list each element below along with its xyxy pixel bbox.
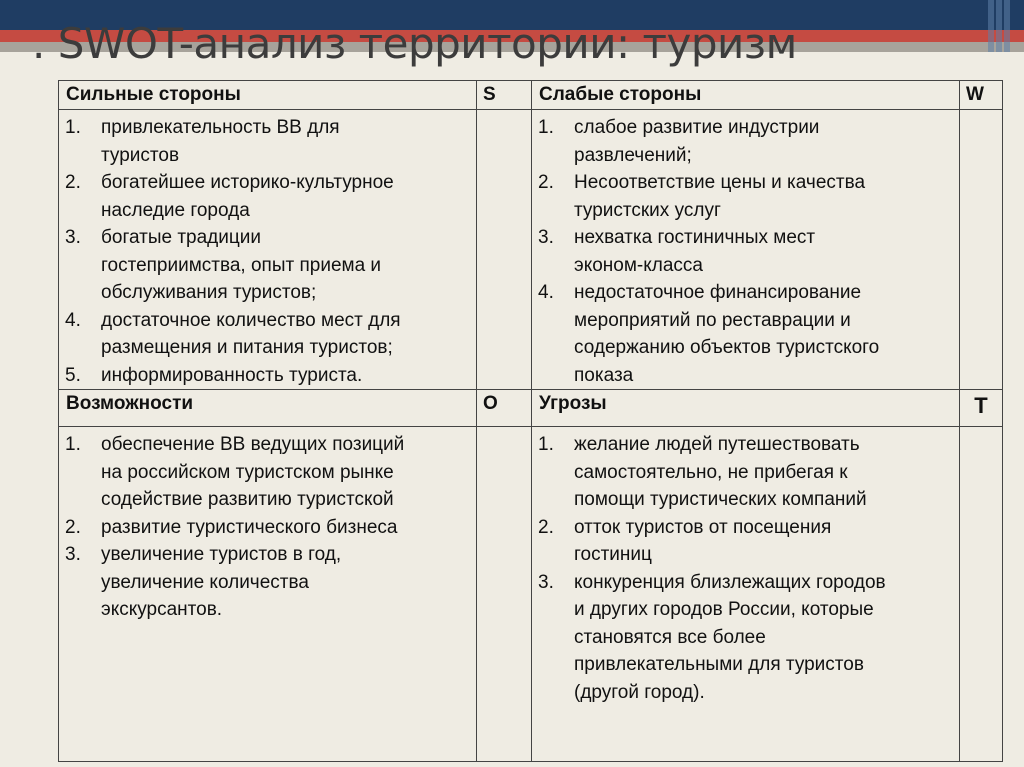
threats-letter: T xyxy=(960,390,1003,427)
item-number: 1. xyxy=(65,117,81,138)
item-text-line: увеличение количества xyxy=(101,571,309,593)
item-text-line: достаточное количество мест для xyxy=(101,309,401,331)
item-text-line: Несоответствие цены и качества xyxy=(574,172,866,193)
item-text xyxy=(574,431,953,514)
item-text-line: самостоятельно, не прибегая к xyxy=(574,461,848,483)
strengths-item xyxy=(65,169,470,224)
swot-header-row-top xyxy=(59,81,1003,110)
weaknesses-cell xyxy=(532,110,960,390)
item-text-line: помощи туристических компаний xyxy=(574,489,867,510)
item-text-line: экскурсантов. xyxy=(101,599,223,620)
item-text xyxy=(101,362,470,390)
weaknesses-list xyxy=(532,110,959,389)
strengths-letter-blank xyxy=(477,110,532,390)
weaknesses-letter: W xyxy=(960,81,1003,110)
swot-table xyxy=(58,80,1003,762)
item-text xyxy=(101,431,470,514)
item-text-line: размещения и питания туристов; xyxy=(101,337,393,358)
weaknesses-item xyxy=(538,169,953,224)
strengths-header: Сильные стороны xyxy=(59,81,477,110)
swot-body-row-bottom xyxy=(59,427,1003,762)
item-text-line: отток туристов от посещения xyxy=(574,516,832,538)
opportunities-item xyxy=(65,514,470,542)
item-text-line: содержанию объектов туристского xyxy=(574,337,880,358)
opportunities-item xyxy=(65,541,470,624)
item-text-line: туристских услуг xyxy=(574,199,721,221)
item-number: 4. xyxy=(65,309,81,331)
threats-item xyxy=(538,514,953,569)
item-text-line: желание людей путешествовать xyxy=(574,434,860,455)
item-text xyxy=(574,514,953,569)
decorative-stripes xyxy=(988,0,1010,52)
item-number: 3. xyxy=(538,571,554,593)
item-text-line: (другой город). xyxy=(574,681,705,703)
strengths-item xyxy=(65,224,470,307)
item-text-line: обеспечение ВВ ведущих позиций xyxy=(101,434,405,455)
strengths-item xyxy=(65,114,470,169)
item-text-line: увеличение туристов в год, xyxy=(101,544,342,565)
weaknesses-item xyxy=(538,114,953,169)
item-number: 1. xyxy=(65,434,81,455)
item-text-line: содействие развитию туристской xyxy=(101,489,394,510)
item-number: 2. xyxy=(65,172,81,193)
slide-title: . SWOT-анализ территории: туризм xyxy=(32,19,797,68)
item-number: 1. xyxy=(538,117,554,138)
item-text-line: привлекательность ВВ для xyxy=(101,117,340,138)
threats-list xyxy=(532,427,959,706)
item-text-line: на российском туристском рынке xyxy=(101,461,394,483)
item-number: 3. xyxy=(65,544,81,565)
item-text-line: гостеприимства, опыт приема и xyxy=(101,254,382,276)
opportunities-letter-blank xyxy=(477,427,532,762)
swot-body-row-top xyxy=(59,110,1003,390)
item-text-line: информированность туриста. xyxy=(101,364,363,386)
item-text xyxy=(574,114,953,169)
weaknesses-letter-blank xyxy=(960,110,1003,390)
item-text xyxy=(101,224,470,307)
item-number: 3. xyxy=(65,227,81,248)
item-text-line: слабое развитие индустрии xyxy=(574,117,820,138)
item-number: 1. xyxy=(538,434,554,455)
strengths-list xyxy=(59,110,476,389)
opportunities-list xyxy=(59,427,476,624)
item-text xyxy=(574,279,953,389)
item-text-line: конкуренция близлежащих городов xyxy=(574,571,886,593)
item-text-line: становятся все более xyxy=(574,626,766,648)
threats-item xyxy=(538,569,953,707)
item-text-line: и других городов России, которые xyxy=(574,599,874,620)
strengths-letter: S xyxy=(477,81,532,110)
item-text-line: показа xyxy=(574,364,634,386)
item-text-line: эконом-класса xyxy=(574,254,703,276)
item-number: 2. xyxy=(538,172,554,193)
item-text-line: развлечений; xyxy=(574,144,692,166)
item-number: 2. xyxy=(538,516,554,538)
weaknesses-header: Слабые стороны xyxy=(532,81,960,110)
threats-header: Угрозы xyxy=(532,390,960,427)
item-text-line: недостаточное финансирование xyxy=(574,282,862,303)
strengths-cell xyxy=(59,110,477,390)
item-text-line: наследие города xyxy=(101,199,250,221)
threats-cell xyxy=(532,427,960,762)
swot-header-row-bottom xyxy=(59,390,1003,427)
opportunities-header: Возможности xyxy=(59,390,477,427)
opportunities-cell xyxy=(59,427,477,762)
item-text-line: мероприятий по реставрации и xyxy=(574,309,851,331)
item-text-line: обслуживания туристов; xyxy=(101,282,317,303)
item-text xyxy=(101,541,470,624)
weaknesses-item xyxy=(538,224,953,279)
item-text xyxy=(101,514,470,542)
item-text xyxy=(101,114,470,169)
item-number: 2. xyxy=(65,516,81,538)
threats-letter-blank xyxy=(960,427,1003,762)
item-text-line: развитие туристического бизнеса xyxy=(101,516,398,538)
item-number: 3. xyxy=(538,227,554,248)
item-text xyxy=(574,569,953,707)
weaknesses-item xyxy=(538,279,953,389)
item-number: 4. xyxy=(538,282,554,303)
item-text xyxy=(101,169,470,224)
opportunities-letter: O xyxy=(477,390,532,427)
item-text-line: привлекательными для туристов xyxy=(574,654,864,675)
item-text-line: богатейшее историко-культурное xyxy=(101,172,394,193)
item-text xyxy=(574,224,953,279)
item-text-line: богатые традиции xyxy=(101,227,261,248)
item-number: 5. xyxy=(65,364,81,386)
item-text xyxy=(101,307,470,362)
item-text-line: нехватка гостиничных мест xyxy=(574,227,816,248)
strengths-item xyxy=(65,362,470,390)
item-text-line: гостиниц xyxy=(574,544,652,565)
threats-item xyxy=(538,431,953,514)
opportunities-item xyxy=(65,431,470,514)
item-text-line: туристов xyxy=(101,144,180,166)
strengths-item xyxy=(65,307,470,362)
item-text xyxy=(574,169,953,224)
